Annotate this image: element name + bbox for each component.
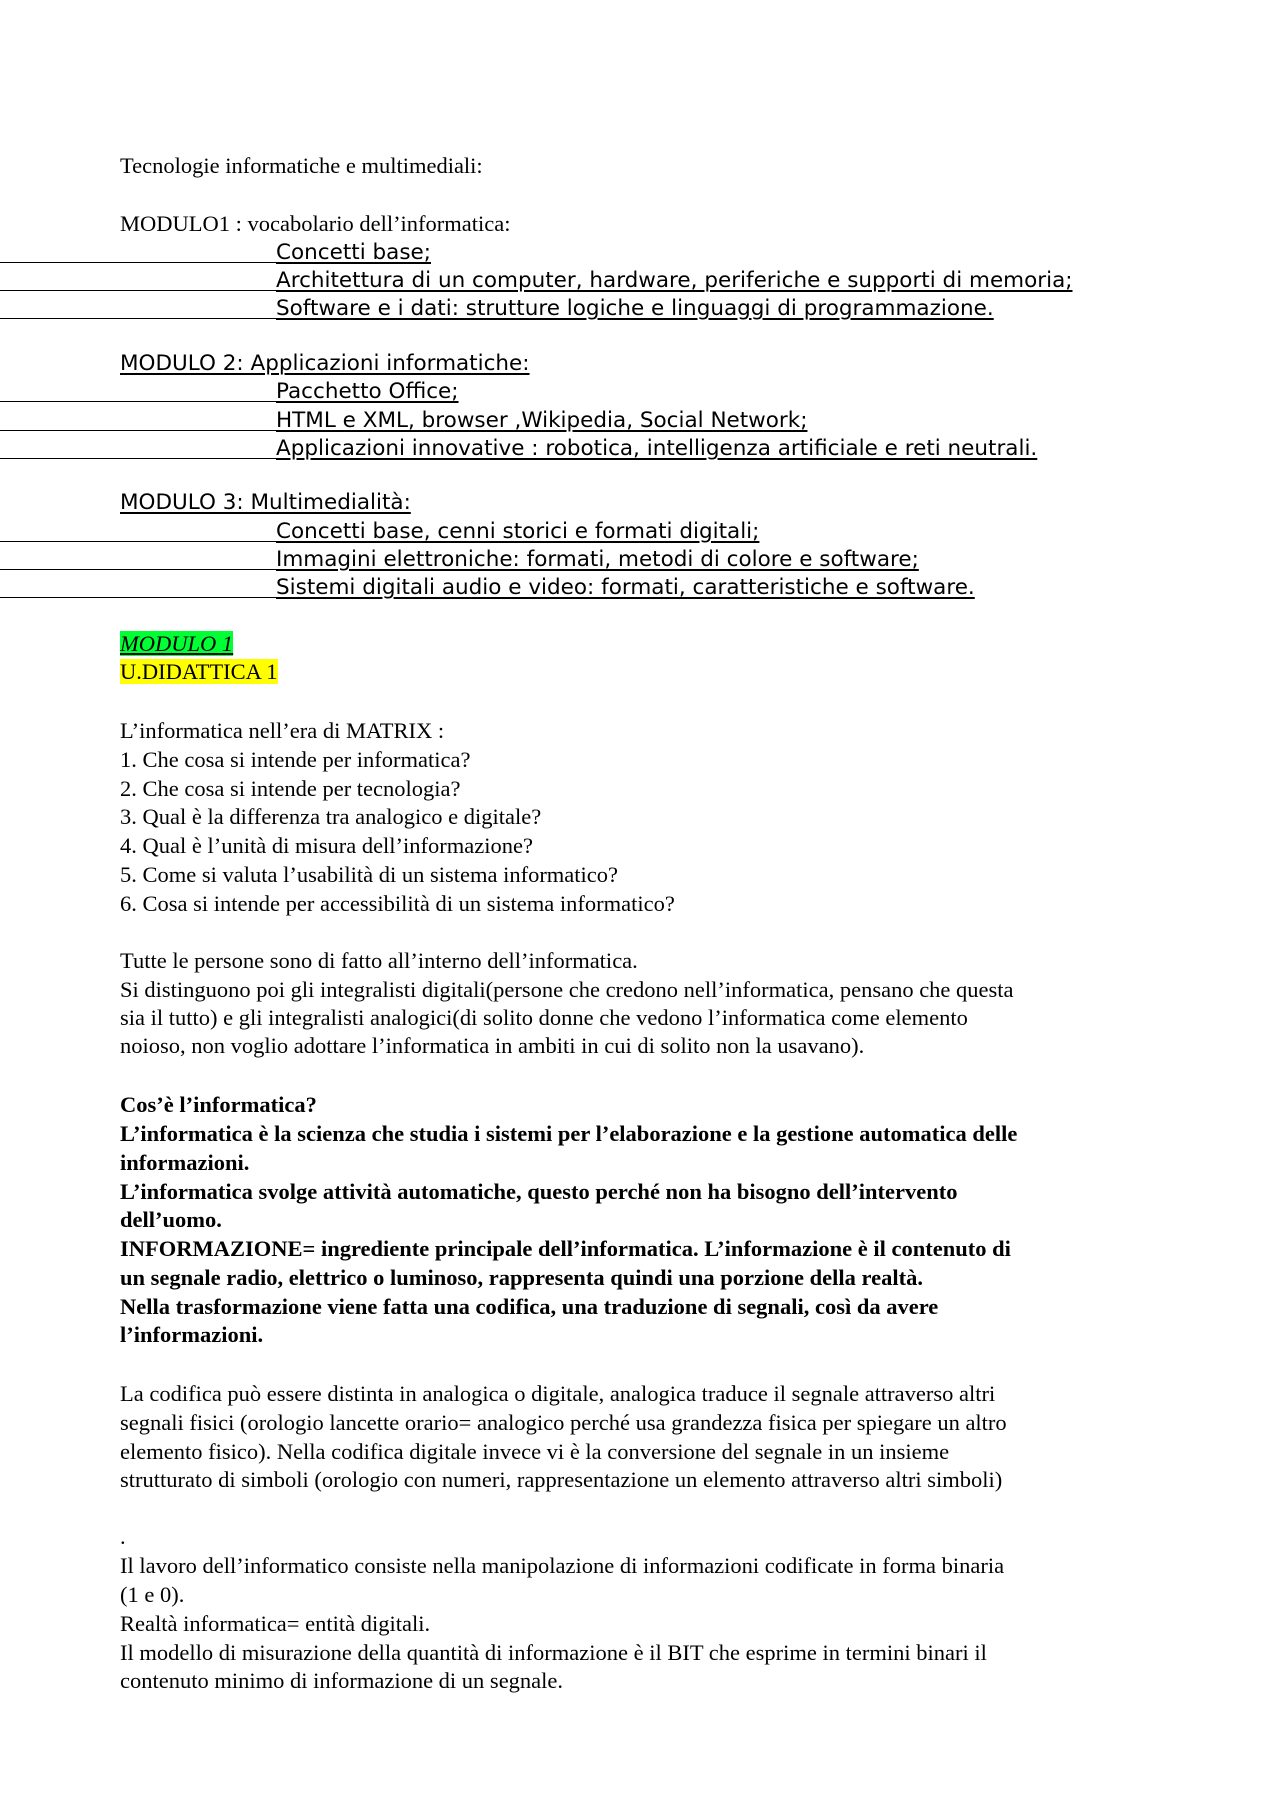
paragraph-line: contenuto minimo di informazione di un segnale. bbox=[120, 1668, 564, 1693]
paragraph-line: noioso, non voglio adottare l’informatica in ambiti in cui di solito non la usavano). bbox=[120, 1033, 865, 1058]
paragraph-line: Si distinguono poi gli integralisti digitali(persone che credono nell’informatica, pensano che questa bbox=[120, 977, 1014, 1002]
tab-leader bbox=[0, 290, 277, 291]
tab-leader bbox=[0, 569, 277, 570]
tab-leader bbox=[0, 318, 277, 319]
matrix-intro: L’informatica nell’era di MATRIX : bbox=[120, 718, 445, 743]
paragraph-line: La codifica può essere distinta in analogica o digitale, analogica traduce il segnale attraverso altri bbox=[120, 1381, 996, 1406]
question-1: 1. Che cosa si intende per informatica? bbox=[120, 747, 471, 772]
module-2-item-3: Applicazioni innovative : robotica, intelligenza artificiale e reti neutrali. bbox=[276, 436, 1038, 461]
paragraph-line: (1 e 0). bbox=[120, 1582, 185, 1607]
document-title: Tecnologie informatiche e multimediali: bbox=[120, 153, 483, 178]
bold-line: informazioni. bbox=[120, 1150, 250, 1175]
tab-leader bbox=[0, 430, 277, 431]
module-3-item-2: Immagini elettroniche: formati, metodi di colore e software; bbox=[276, 547, 919, 572]
module-1-item-1: Concetti base; bbox=[276, 240, 432, 265]
question-2: 2. Che cosa si intende per tecnologia? bbox=[120, 776, 461, 801]
module-label: MODULO 1 bbox=[120, 631, 234, 656]
paragraph-line: sia il tutto) e gli integralisti analogici(di solito donne che vedono l’informatica come elemento bbox=[120, 1005, 968, 1030]
tab-leader bbox=[0, 262, 277, 263]
bold-line: L’informatica è la scienza che studia i sistemi per l’elaborazione e la gestione automatica delle bbox=[120, 1121, 1018, 1146]
paragraph-line: strutturato di simboli (orologio con numeri, rappresentazione un elemento attraverso altri simboli) bbox=[120, 1467, 1003, 1492]
bold-line: l’informazioni. bbox=[120, 1322, 264, 1347]
paragraph-line: elemento fisico). Nella codifica digitale invece vi è la conversione del segnale in un insieme bbox=[120, 1439, 950, 1464]
tab-leader bbox=[0, 541, 277, 542]
unit-label: U.DIDATTICA 1 bbox=[120, 659, 278, 684]
paragraph-line: Il modello di misurazione della quantità di informazione è il BIT che esprime in termini binari il bbox=[120, 1640, 987, 1665]
bold-heading: Cos’è l’informatica? bbox=[120, 1092, 317, 1117]
question-6: 6. Cosa si intende per accessibilità di un sistema informatico? bbox=[120, 891, 675, 916]
module-2-item-2: HTML e XML, browser ,Wikipedia, Social Network; bbox=[276, 408, 808, 433]
module-3-item-3: Sistemi digitali audio e video: formati, caratteristiche e software. bbox=[276, 575, 975, 600]
tab-leader bbox=[0, 458, 277, 459]
unit-label-line bbox=[120, 657, 278, 686]
bold-line: dell’uomo. bbox=[120, 1207, 222, 1232]
question-3: 3. Qual è la differenza tra analogico e digitale? bbox=[120, 804, 542, 829]
module-2-item-1: Pacchetto Office; bbox=[276, 379, 459, 404]
bold-line: L’informatica svolge attività automatiche, questo perché non ha bisogno dell’intervento bbox=[120, 1179, 958, 1204]
module-label-line bbox=[120, 629, 233, 658]
bold-line: INFORMAZIONE= ingrediente principale dell’informatica. L’informazione è il contenuto di bbox=[120, 1236, 1011, 1261]
module-1-heading: MODULO1 : vocabolario dell’informatica: bbox=[120, 211, 511, 236]
paragraph-line: Realtà informatica= entità digitali. bbox=[120, 1611, 431, 1636]
tab-leader bbox=[0, 597, 277, 598]
module-3-heading: MODULO 3: Multimedialità: bbox=[120, 490, 411, 515]
module-2-heading: MODULO 2: Applicazioni informatiche: bbox=[120, 351, 530, 376]
module-1-item-3: Software e i dati: strutture logiche e linguaggi di programmazione. bbox=[276, 296, 994, 321]
paragraph-line: segnali fisici (orologio lancette orario= analogico perché usa grandezza fisica per spiegare un altro bbox=[120, 1410, 1007, 1435]
stray-dot: . bbox=[120, 1524, 126, 1549]
paragraph-line: Tutte le persone sono di fatto all’interno dell’informatica. bbox=[120, 948, 638, 973]
module-1-item-2: Architettura di un computer, hardware, periferiche e supporti di memoria; bbox=[276, 268, 1073, 293]
paragraph-line: Il lavoro dell’informatico consiste nella manipolazione di informazioni codificate in forma binaria bbox=[120, 1553, 1005, 1578]
question-5: 5. Come si valuta l’usabilità di un sistema informatico? bbox=[120, 862, 619, 887]
bold-line: Nella trasformazione viene fatta una codifica, una traduzione di segnali, così da avere bbox=[120, 1294, 939, 1319]
question-4: 4. Qual è l’unità di misura dell’informazione? bbox=[120, 833, 533, 858]
module-3-item-1: Concetti base, cenni storici e formati digitali; bbox=[276, 519, 760, 544]
tab-leader bbox=[0, 401, 277, 402]
bold-line: un segnale radio, elettrico o luminoso, rappresenta quindi una porzione della realtà. bbox=[120, 1265, 923, 1290]
